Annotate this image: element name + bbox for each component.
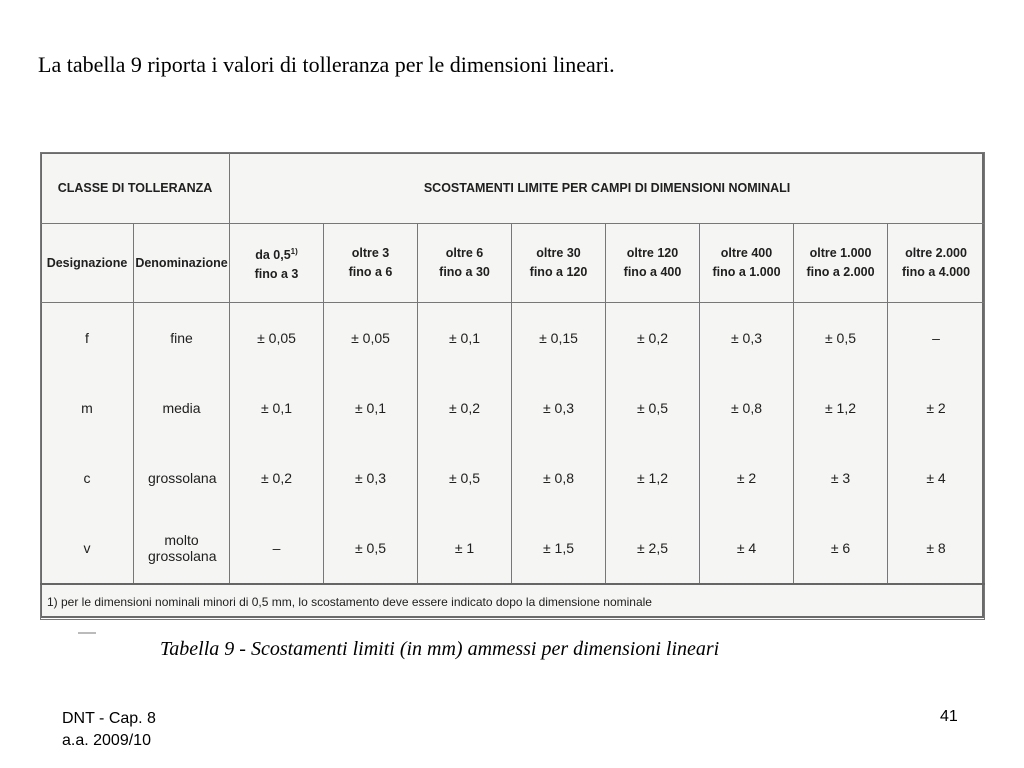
denomination-cell: fine [134, 303, 230, 374]
tolerance-value-cell: ± 0,8 [512, 443, 606, 513]
footnote-marker: 1) [290, 246, 298, 256]
tolerance-value-cell: ± 0,1 [418, 303, 512, 374]
tolerance-value-cell: ± 0,1 [324, 373, 418, 443]
footer-year: a.a. 2009/10 [62, 732, 151, 749]
table-row [41, 373, 985, 443]
range-to: fino a 400 [623, 265, 682, 279]
designation-cell: v [41, 513, 134, 584]
tolerance-table [40, 152, 985, 620]
range-header [230, 224, 324, 303]
designation-cell: f [41, 303, 134, 374]
tolerance-value-cell: ± 0,05 [324, 303, 418, 374]
scan-mark [78, 632, 96, 634]
tolerance-value-cell: ± 1,2 [606, 443, 700, 513]
range-header [700, 224, 794, 303]
tolerance-value-cell: ± 4 [700, 513, 794, 584]
range-from: oltre 120 [626, 246, 679, 260]
tolerance-value-cell: ± 0,15 [512, 303, 606, 374]
range-to: fino a 3 [254, 267, 299, 282]
range-header [324, 224, 418, 303]
tolerance-value-cell: ± 0,5 [324, 513, 418, 584]
tolerance-table-image [40, 152, 984, 618]
tolerance-value-cell: ± 0,5 [418, 443, 512, 513]
range-from: da 0,5 [255, 248, 291, 263]
range-to: fino a 4.000 [902, 265, 971, 279]
tolerance-value-cell: ± 2 [700, 443, 794, 513]
tolerance-value-cell: ± 0,3 [324, 443, 418, 513]
tolerance-value-cell: ± 1 [418, 513, 512, 584]
header-group: SCOSTAMENTI LIMITE PER CAMPI DI DIMENSIONI NOMINALI [230, 153, 985, 224]
slide-intro-text: La tabella 9 riporta i valori di tolleranza per le dimensioni lineari. [38, 52, 615, 77]
range-to: fino a 1.000 [712, 265, 781, 279]
range-from: oltre 3 [351, 246, 390, 260]
range-header [418, 224, 512, 303]
tolerance-value-cell: – [230, 513, 324, 584]
footer-course: DNT - Cap. 8 [62, 710, 156, 727]
tolerance-value-cell: ± 6 [794, 513, 888, 584]
range-to: fino a 30 [439, 265, 490, 279]
tolerance-value-cell: ± 0,5 [606, 373, 700, 443]
table-caption: Tabella 9 - Scostamenti limiti (in mm) ammessi per dimensioni lineari [160, 638, 720, 660]
range-from: oltre 2.000 [905, 246, 967, 260]
range-from: oltre 6 [445, 246, 484, 260]
tolerance-value-cell: ± 1,5 [512, 513, 606, 584]
range-to: fino a 120 [529, 265, 588, 279]
tolerance-value-cell: ± 3 [794, 443, 888, 513]
range-header [794, 224, 888, 303]
range-from: oltre 400 [720, 246, 773, 260]
tolerance-value-cell: ± 0,8 [700, 373, 794, 443]
tolerance-value-cell: ± 0,1 [230, 373, 324, 443]
tolerance-value-cell: ± 0,2 [230, 443, 324, 513]
tolerance-value-cell: ± 0,2 [606, 303, 700, 374]
tolerance-value-cell: ± 8 [888, 513, 985, 584]
range-header [606, 224, 700, 303]
table-row [41, 443, 985, 513]
tolerance-value-cell: ± 2,5 [606, 513, 700, 584]
table-row [41, 303, 985, 374]
page-number: 41 [940, 708, 958, 725]
tolerance-value-cell: ± 0,5 [794, 303, 888, 374]
tolerance-value-cell: – [888, 303, 985, 374]
col-denominazione: Denominazione [134, 224, 230, 303]
tolerance-value-cell: ± 0,05 [230, 303, 324, 374]
designation-cell: c [41, 443, 134, 513]
tolerance-value-cell: ± 0,2 [418, 373, 512, 443]
denomination-cell: media [134, 373, 230, 443]
designation-cell: m [41, 373, 134, 443]
denomination-cell: molto grossolana [134, 513, 230, 584]
range-header [888, 224, 985, 303]
tolerance-value-cell: ± 0,3 [700, 303, 794, 374]
tolerance-value-cell: ± 0,3 [512, 373, 606, 443]
tolerance-value-cell: ± 2 [888, 373, 985, 443]
table-row [41, 513, 985, 584]
range-header [512, 224, 606, 303]
header-class: CLASSE DI TOLLERANZA [41, 153, 230, 224]
col-designazione: Designazione [41, 224, 134, 303]
denomination-cell: grossolana [134, 443, 230, 513]
tolerance-value-cell: ± 4 [888, 443, 985, 513]
range-from: oltre 1.000 [809, 246, 872, 260]
range-to: fino a 6 [348, 265, 393, 279]
range-to: fino a 2.000 [806, 265, 875, 279]
tolerance-value-cell: ± 1,2 [794, 373, 888, 443]
range-from: oltre 30 [536, 246, 581, 260]
table-footnote: 1) per le dimensioni nominali minori di 0,5 mm, lo scostamento deve essere indicato dopo la dimensione nominale [41, 584, 985, 620]
footer-left [62, 708, 156, 752]
